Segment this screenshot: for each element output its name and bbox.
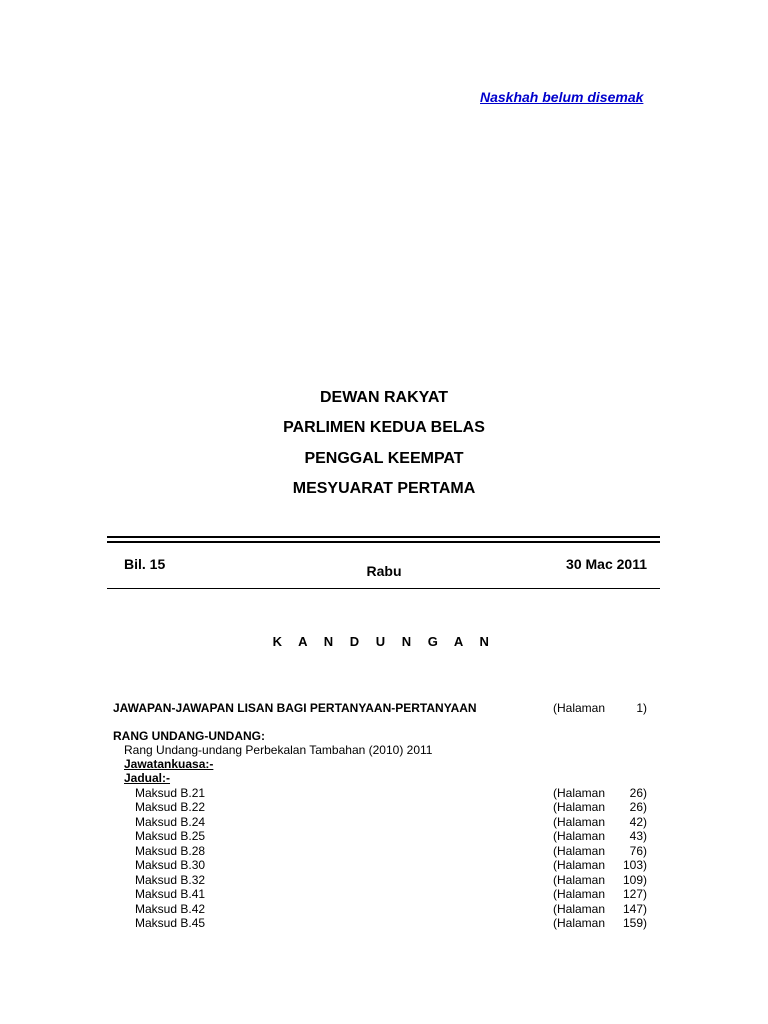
toc-entry-halaman: (Halaman: [553, 815, 606, 829]
title-penggal: PENGGAL KEEMPAT: [304, 450, 464, 467]
toc-entry[interactable]: [113, 902, 647, 917]
toc-entry-label: Maksud B.30: [135, 858, 206, 872]
toc-entry[interactable]: [113, 815, 647, 830]
toc-entry-label: Rang Undang-undang Perbekalan Tambahan (2010) 2011: [124, 743, 433, 757]
toc-entry-page-number: 76): [629, 844, 647, 858]
toc-entry-halaman: (Halaman: [553, 829, 606, 843]
toc-entry[interactable]: [113, 887, 647, 902]
toc-entry[interactable]: [113, 701, 647, 716]
title-mesyuarat: MESYUARAT PERTAMA: [292, 480, 476, 497]
toc-entry-page-number: 109): [622, 873, 647, 887]
toc-entry[interactable]: [113, 786, 647, 801]
toc-entry-label: Maksud B.42: [135, 902, 206, 916]
meta-divider: [107, 588, 660, 589]
toc-entry-label: Maksud B.45: [135, 916, 206, 930]
toc-entry[interactable]: [113, 800, 647, 815]
toc-entry[interactable]: [113, 757, 647, 772]
issue-number: Bil. 15: [124, 556, 166, 572]
toc-entry-halaman: (Halaman: [553, 887, 606, 901]
toc-entry-page-number: 159): [622, 916, 647, 930]
toc-entry[interactable]: [113, 844, 647, 859]
double-rule-bottom: [107, 541, 660, 543]
toc-entry-page-number: 147): [622, 902, 647, 916]
title-parlimen: PARLIMEN KEDUA BELAS: [283, 419, 485, 436]
session-date: 30 Mac 2011: [566, 556, 647, 572]
toc-entry-label: Maksud B.22: [135, 800, 206, 814]
toc-entry-label: Maksud B.25: [135, 829, 206, 843]
toc-entry-page-number: 42): [629, 815, 647, 829]
toc-entry-label: Jadual:-: [124, 771, 171, 785]
contents-heading: K A N D U N G A N: [272, 634, 496, 649]
toc-entry-halaman: (Halaman: [553, 800, 606, 814]
toc-entry-halaman: (Halaman: [553, 786, 606, 800]
toc-entry-label: Maksud B.24: [135, 815, 206, 829]
toc-entry-halaman: (Halaman: [553, 916, 606, 930]
toc-entry-label: Jawatankuasa:-: [124, 757, 214, 771]
toc-entry-label: Maksud B.32: [135, 873, 206, 887]
toc-entry-label: JAWAPAN-JAWAPAN LISAN BAGI PERTANYAAN-PERTANYAAN: [113, 701, 477, 715]
toc-entry-halaman: (Halaman: [553, 701, 606, 715]
toc-entry[interactable]: [113, 743, 647, 758]
toc-entry-halaman: (Halaman: [553, 902, 606, 916]
title-dewan-rakyat: DEWAN RAKYAT: [319, 389, 448, 406]
toc-entry-label: RANG UNDANG-UNDANG:: [113, 729, 265, 743]
session-day: Rabu: [366, 563, 402, 579]
toc-entry[interactable]: [113, 771, 647, 786]
toc-entry[interactable]: [113, 829, 647, 844]
toc-entry-halaman: (Halaman: [553, 844, 606, 858]
toc-entry-halaman: (Halaman: [553, 873, 606, 887]
toc-entry-page-number: 127): [622, 887, 647, 901]
toc-entry[interactable]: [113, 858, 647, 873]
toc-entry-page-number: 43): [629, 829, 647, 843]
toc-entry-page-number: 103): [622, 858, 647, 872]
toc-entry-page-number: 26): [629, 800, 647, 814]
toc-entry-halaman: (Halaman: [553, 858, 606, 872]
toc-entry[interactable]: [113, 729, 647, 744]
toc-entry-page-number: 1): [636, 701, 647, 715]
draft-notice-link[interactable]: Naskhah belum disemak: [480, 89, 644, 105]
toc-entry[interactable]: [113, 916, 647, 931]
toc-entry-page-number: 26): [629, 786, 647, 800]
toc-entry[interactable]: [113, 873, 647, 888]
toc-entry-label: Maksud B.28: [135, 844, 206, 858]
double-rule-top: [107, 536, 660, 538]
toc-entry-label: Maksud B.21: [135, 786, 206, 800]
toc-entry-label: Maksud B.41: [135, 887, 206, 901]
